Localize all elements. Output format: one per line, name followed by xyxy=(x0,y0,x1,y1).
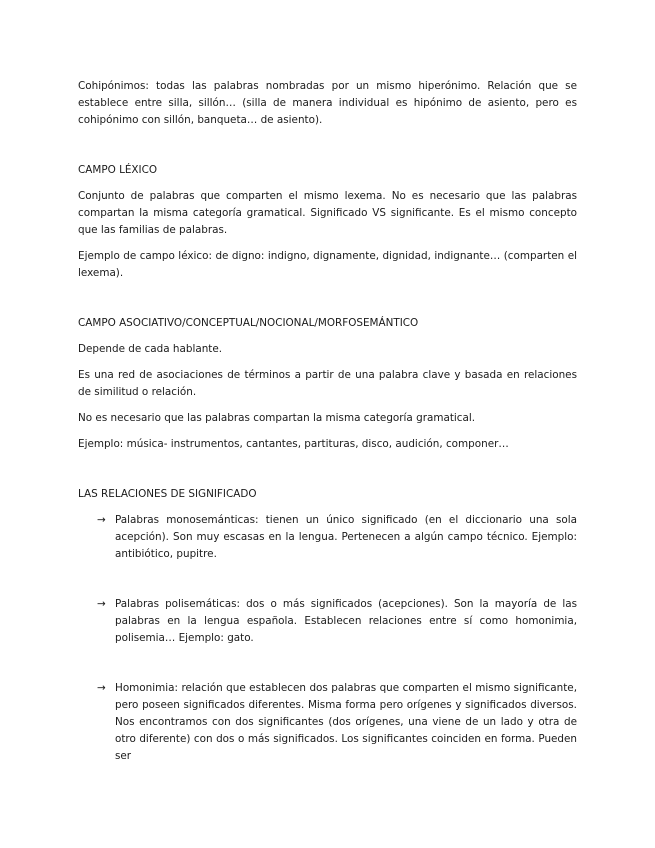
heading-campo-asociativo: CAMPO ASOCIATIVO/CONCEPTUAL/NOCIONAL/MORFOSEMÁNTICO xyxy=(78,317,419,329)
paragraph-campo-asociativo-3: No es necesario que las palabras compartan la misma categoría gramatical. xyxy=(78,412,476,424)
relaciones-list xyxy=(78,512,577,765)
heading-campo-lexico: CAMPO LÉXICO xyxy=(78,164,158,176)
paragraph-campo-asociativo-example: Ejemplo: música- instrumentos, cantantes, partituras, disco, audición, componer… xyxy=(78,438,509,450)
arrow-right-icon: → xyxy=(97,598,106,610)
paragraph-campo-asociativo-1: Depende de cada hablante. xyxy=(78,343,223,355)
document-body xyxy=(78,78,577,765)
paragraph-campo-lexico-definition: Conjunto de palabras que comparten el mismo lexema. No es necesario que las palabras compartan la misma categoría gramatical. Significado VS significante. Es el mismo concepto que las familias de palabras. xyxy=(78,190,577,236)
arrow-right-icon: → xyxy=(97,514,106,526)
list-item xyxy=(78,512,577,563)
paragraph-cohiponimos: Cohipónimos: todas las palabras nombradas por un mismo hiperónimo. Relación que se establece entre silla, sillón… (silla de manera individual es hipónimo de asiento, pero es cohipónimo con sillón, banqueta… de asiento). xyxy=(78,80,577,126)
list-item xyxy=(78,680,577,765)
arrow-right-icon: → xyxy=(97,682,106,694)
list-item xyxy=(78,596,577,647)
heading-relaciones-significado: LAS RELACIONES DE SIGNIFICADO xyxy=(78,488,257,500)
list-item-text: Palabras monosemánticas: tienen un único significado (en el diccionario una sola acepción). Son muy escasas en la lengua. Pertenecen a algún campo técnico. Ejemplo: antibiótico, pupitre. xyxy=(115,514,577,560)
paragraph-campo-lexico-example: Ejemplo de campo léxico: de digno: indigno, dignamente, dignidad, indignante… (comparten el lexema). xyxy=(78,250,577,279)
paragraph-campo-asociativo-2: Es una red de asociaciones de términos a partir de una palabra clave y basada en relaciones de similitud o relación. xyxy=(78,369,577,398)
list-item-text: Palabras polisemáticas: dos o más significados (acepciones). Son la mayoría de las palabras en la lengua española. Establecen relaciones entre sí como homonimia, polisemia… Ejemplo: gato. xyxy=(115,598,577,644)
list-item-text: Homonimia: relación que establecen dos palabras que comparten el mismo significante, pero poseen significados diferentes. Misma forma pero orígenes y significados diversos. Nos encontramos con dos significantes (dos orígenes, una viene de un lado y otra de otro diferente) con dos o más significados. Los significantes coinciden en forma. Pueden ser xyxy=(115,682,577,762)
